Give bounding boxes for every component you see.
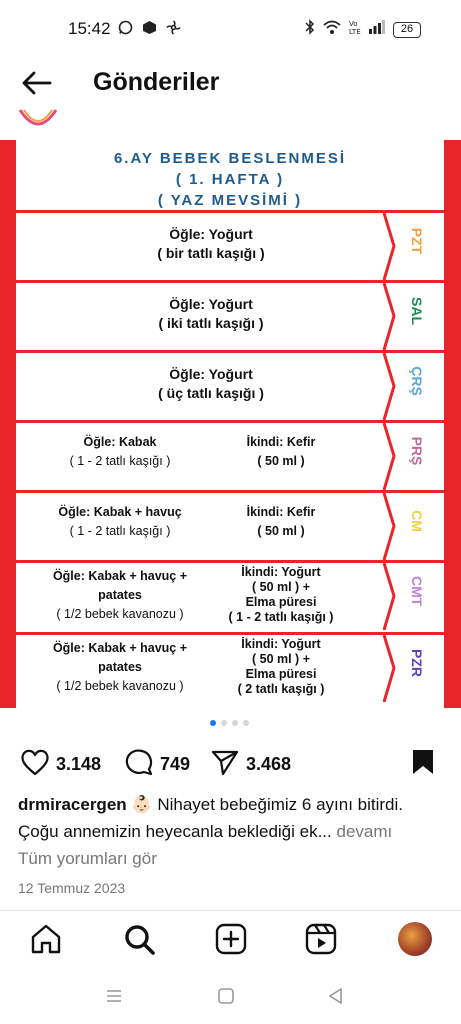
afternoon-cell (206, 565, 356, 625)
lunch-cell (76, 365, 346, 403)
share-button[interactable] (210, 748, 291, 781)
caption-text: Nihayet bebeğimiz 6 ayını bitirdi. Çoğu annemizin heyecanla beklediği ek... (18, 795, 403, 841)
day-label: PZR (409, 649, 425, 677)
lunch-cell (30, 639, 210, 696)
day-tab (382, 353, 440, 420)
bluetooth-icon (305, 19, 315, 40)
post-caption (18, 791, 448, 845)
svg-text:Vo: Vo (349, 20, 358, 28)
box-icon (142, 20, 157, 35)
lunch-amount: ( bir tatlı kaşığı ) (157, 245, 265, 261)
volte-icon (349, 19, 361, 40)
send-icon (210, 748, 240, 781)
plan-title-line: ( YAZ MEVSİMİ ) (157, 192, 303, 209)
plan-rows (16, 210, 444, 702)
share-count: 3.468 (246, 754, 292, 774)
bookmark-icon (410, 748, 436, 781)
menu-icon[interactable] (104, 986, 124, 1011)
day-tab (382, 493, 440, 560)
lunch-cell (76, 295, 346, 333)
afternoon-line: ( 2 tatlı kaşığı ) (237, 682, 325, 696)
view-all-comments-link[interactable]: Tüm yorumları gör (18, 849, 157, 868)
carousel-dots (210, 720, 249, 726)
afternoon-line: Elma püresi (245, 667, 317, 681)
lunch-cell (30, 433, 210, 471)
status-time: 15:42 (68, 19, 111, 38)
back-triangle-icon[interactable] (326, 986, 346, 1011)
afternoon-cell (206, 503, 356, 541)
day-label: CMT (409, 576, 425, 607)
plan-row (16, 560, 444, 632)
day-label: PRŞ (409, 436, 425, 466)
feeding-plan-card (16, 140, 444, 708)
afternoon-cell (206, 637, 356, 697)
lunch-amount: ( üç tatlı kaşığı ) (158, 385, 264, 401)
plan-row (16, 490, 444, 560)
lunch-amount: ( 1/2 bebek kavanozu ) (56, 607, 184, 621)
baby-emoji: 👶🏻 (131, 795, 153, 814)
save-button[interactable] (410, 748, 436, 781)
post-image[interactable] (0, 108, 461, 708)
page-title: Gönderiler (93, 68, 220, 96)
whatsapp-icon (118, 20, 133, 35)
wifi-icon (323, 20, 341, 40)
lunch-title: Öğle: Kabak + havuç + patates (52, 569, 188, 602)
afternoon-line: ( 50 ml ) + (251, 580, 310, 594)
afternoon-cell (206, 433, 356, 471)
day-tab (382, 563, 440, 630)
like-count: 3.148 (56, 754, 102, 774)
lunch-amount: ( 1 - 2 tatlı kaşığı ) (69, 524, 171, 538)
afternoon-line: ( 1 - 2 tatlı kaşığı ) (228, 610, 334, 624)
like-button[interactable] (20, 748, 101, 781)
system-navigation-bar (0, 980, 461, 1024)
comment-icon (124, 748, 154, 781)
day-label: CM (409, 510, 425, 532)
status-bar (0, 0, 461, 58)
afternoon-line: ( 50 ml ) + (251, 652, 310, 666)
caption-more-link[interactable]: devamı (336, 822, 393, 841)
bottom-tab-bar (0, 918, 461, 964)
divider (0, 910, 461, 911)
afternoon-line: Elma püresi (245, 595, 317, 609)
plan-title (16, 148, 444, 211)
lunch-title: Öğle: Kabak + havuç (58, 505, 182, 519)
lunch-amount: ( 1 - 2 tatlı kaşığı ) (69, 454, 171, 468)
notification-icons (118, 20, 181, 35)
carousel-dot (243, 720, 249, 726)
plan-row (16, 420, 444, 490)
lunch-cell (30, 567, 210, 624)
plan-row (16, 210, 444, 280)
lunch-title: Öğle: Kabak + havuç + patates (52, 641, 188, 674)
comment-button[interactable] (124, 748, 190, 781)
day-tab (382, 283, 440, 350)
afternoon-line: ( 50 ml ) (257, 524, 305, 538)
lunch-title: Öğle: Yoğurt (169, 366, 253, 382)
day-label: ÇRŞ (409, 366, 425, 396)
plan-title-line: 6.AY BEBEK BESLENMESİ (113, 150, 347, 167)
caption-username[interactable]: drmiracergen (18, 795, 127, 814)
fan-icon (166, 20, 181, 35)
signal-icon (369, 20, 385, 39)
post-actions (0, 744, 461, 784)
afternoon-title: İkindi: Kefir (246, 505, 316, 519)
page-header (0, 58, 461, 108)
lunch-title: Öğle: Kabak (83, 435, 157, 449)
carousel-dot (210, 720, 216, 726)
lunch-cell (76, 225, 346, 263)
reels-icon[interactable] (304, 922, 338, 956)
carousel-dot (221, 720, 227, 726)
afternoon-title: İkindi: Yoğurt (241, 637, 321, 651)
heart-icon (20, 748, 50, 781)
day-label: PZT (409, 227, 425, 255)
lunch-amount: ( 1/2 bebek kavanozu ) (56, 679, 184, 693)
comment-count: 749 (160, 754, 191, 774)
create-icon[interactable] (214, 922, 248, 956)
lunch-cell (30, 503, 210, 541)
afternoon-title: İkindi: Yoğurt (241, 565, 321, 579)
home-icon[interactable] (29, 922, 63, 956)
lunch-title: Öğle: Yoğurt (169, 296, 253, 312)
day-tab (382, 423, 440, 490)
post-date: 12 Temmuz 2023 (18, 880, 126, 896)
search-icon[interactable] (122, 922, 156, 956)
day-label: SAL (409, 297, 425, 325)
day-tab (382, 635, 440, 702)
lunch-amount: ( iki tatlı kaşığı ) (158, 315, 264, 331)
plan-row (16, 632, 444, 702)
plan-row (16, 350, 444, 420)
carousel-dot (232, 720, 238, 726)
home-square-icon[interactable] (216, 986, 236, 1011)
afternoon-line: ( 50 ml ) (257, 454, 305, 468)
afternoon-title: İkindi: Kefir (246, 435, 316, 449)
plan-row (16, 280, 444, 350)
plan-title-line: ( 1. HAFTA ) (175, 171, 285, 188)
day-tab (382, 213, 440, 280)
profile-ring-icon (16, 108, 60, 130)
lunch-title: Öğle: Yoğurt (169, 226, 253, 242)
battery-icon: 26 (393, 22, 421, 38)
svg-text:LTE: LTE (349, 28, 361, 35)
system-icons (305, 19, 421, 40)
arrow-left-icon[interactable] (20, 68, 54, 98)
profile-icon[interactable] (398, 922, 432, 956)
